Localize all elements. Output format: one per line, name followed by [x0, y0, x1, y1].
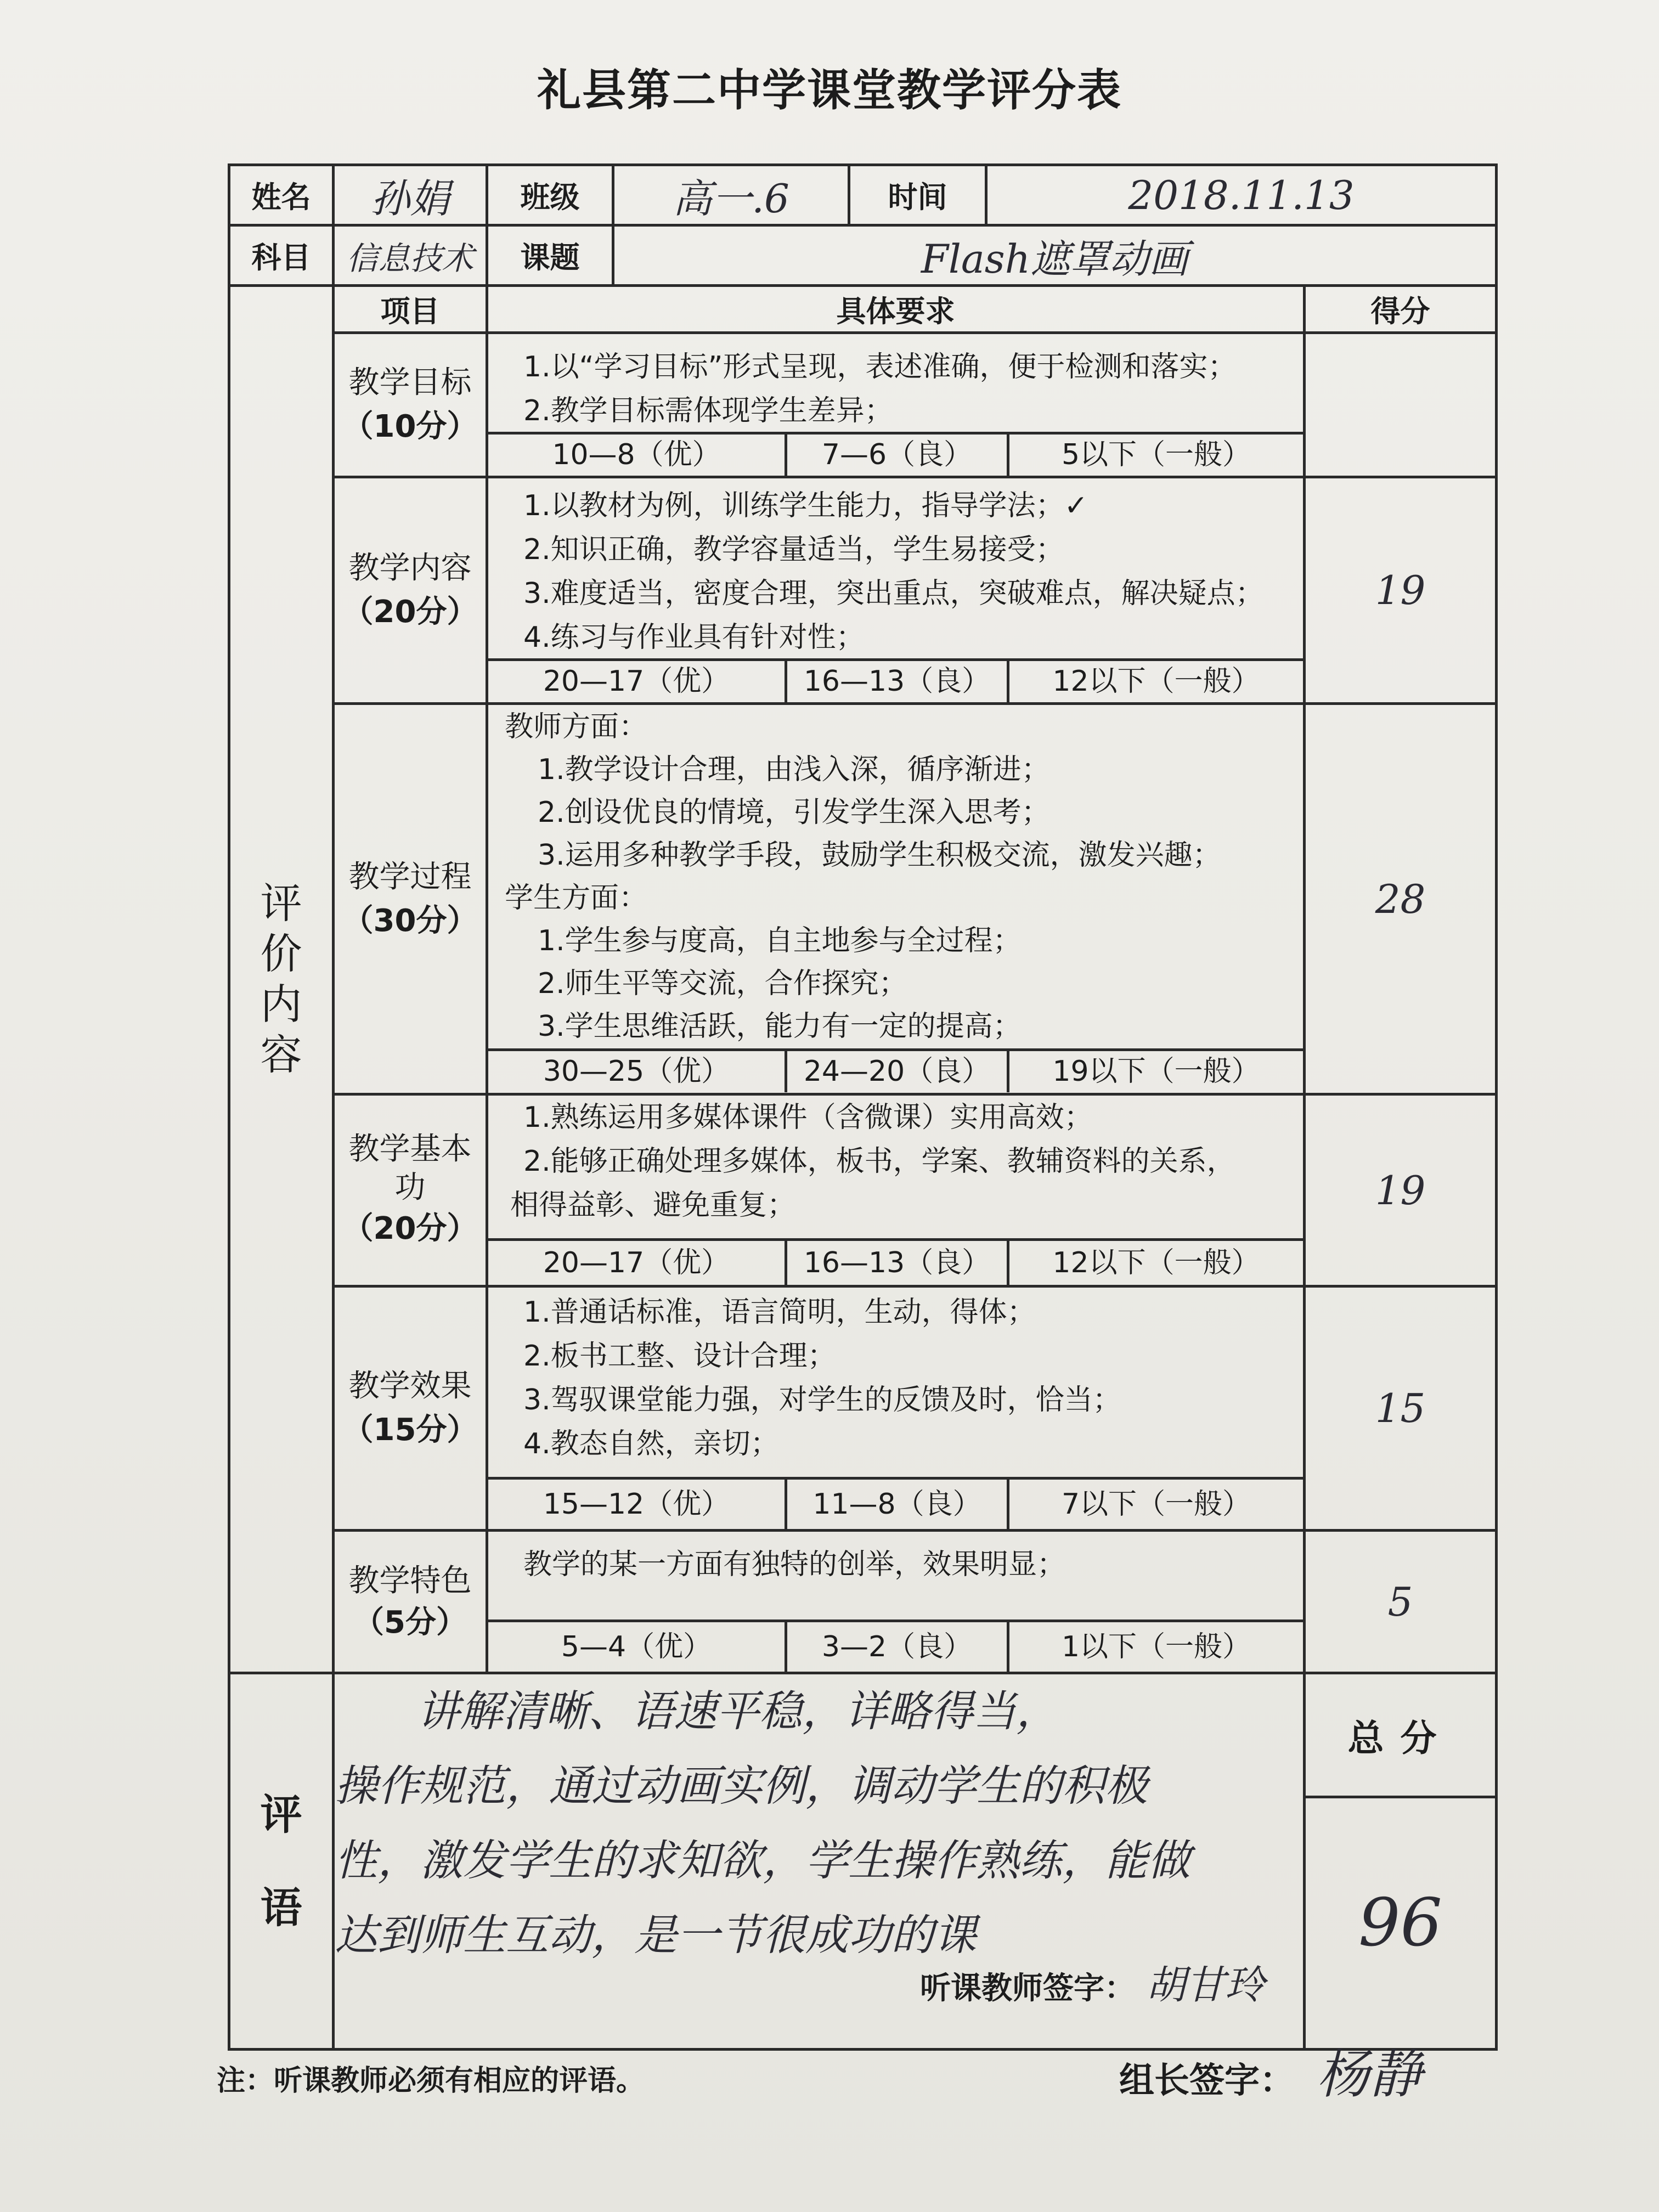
leader-label: 组长签字：: [1119, 2061, 1295, 2101]
requirement-line: 3.运用多种教学手段，鼓励学生积极交流，激发兴趣；: [538, 839, 1221, 872]
section-points: （30分）: [342, 902, 478, 939]
comment-line: 达到师生互动，是一节很成功的课: [335, 1911, 977, 1960]
comment-line: 讲解清晰、语速平稳，详略得当，: [417, 1687, 1059, 1736]
section-goal: [334, 333, 487, 477]
section-name: 教学内容: [348, 550, 472, 586]
score-goal: [1305, 333, 1497, 477]
subject-value: 信息技术: [334, 225, 487, 286]
evaluation-content-cell: [229, 286, 334, 1673]
requirement-line: 2.能够正确处理多媒体，板书，学案、教辅资料的关系，: [523, 1145, 1235, 1178]
grade-good: 16—13（良）: [787, 1241, 1009, 1285]
grade-fair: 12以下（一般）: [1052, 1246, 1260, 1279]
total-score: 96: [1305, 1797, 1497, 2050]
grade-row: [488, 658, 1303, 702]
grade-fair: 7以下（一般）: [1061, 1488, 1251, 1521]
score-process: 28: [1305, 704, 1497, 1094]
section-goal-body: [487, 333, 1305, 477]
total-label: 总分: [1305, 1673, 1497, 1797]
grade-good: 16—13（良）: [787, 661, 1009, 702]
col-item-header: 项目: [334, 286, 487, 333]
grade-row: [488, 1048, 1303, 1092]
comment-label-cell: [229, 1673, 334, 2050]
footer-note: 注：听课教师必须有相应的评语。: [217, 2064, 645, 2097]
topic-value: Flash遮罩动画: [613, 225, 1497, 286]
time-label: 时间: [849, 165, 986, 225]
requirement-line: 1.以教材为例，训练学生能力，指导学法；✓: [523, 489, 1088, 522]
section-content: [334, 477, 487, 704]
grade-good: 24—20（良）: [787, 1051, 1009, 1092]
grade-excellent: 5—4（优）: [488, 1622, 787, 1672]
comment-line: 操作规范，通过动画实例，调动学生的积极: [335, 1762, 1148, 1811]
student-aspect-label: 学生方面：: [505, 882, 648, 915]
requirement-line: 1.学生参与度高，自主地参与全过程；: [538, 924, 1022, 957]
listener-signature: 胡甘玲: [1146, 1962, 1265, 2008]
section-process: [334, 704, 487, 1094]
requirement-line: 1.普通话标准，语言简明，生动，得体；: [523, 1296, 1036, 1329]
comment-line: 性，激发学生的求知欲，学生操作熟练，能做: [335, 1836, 1191, 1886]
listener-signature-block: [920, 1948, 1265, 2026]
score-fundamentals: 19: [1305, 1094, 1497, 1286]
requirement-line: 1.教学设计合理，由浅入深，循序渐进；: [538, 753, 1050, 786]
grade-row: [488, 432, 1303, 476]
section-name: 教学基本功: [348, 1131, 472, 1205]
time-value: 2018.11.13: [986, 165, 1497, 225]
section-points: （20分）: [342, 1210, 478, 1246]
section-feature: [334, 1531, 487, 1673]
section-name: 教学效果: [348, 1368, 472, 1404]
class-value: 高一.6: [613, 165, 849, 225]
grade-good: 3—2（良）: [787, 1622, 1009, 1672]
topic-label: 课题: [487, 225, 613, 286]
requirement-line: 3.驾驭课堂能力强，对学生的反馈及时，恰当；: [523, 1384, 1121, 1417]
section-process-body: [487, 704, 1305, 1094]
class-label: 班级: [487, 165, 613, 225]
section-points: （15分）: [342, 1412, 478, 1448]
grade-fair: 19以下（一般）: [1052, 1055, 1260, 1088]
section-name: 教学过程: [348, 859, 472, 895]
grade-excellent: 10—8（优）: [488, 435, 787, 476]
evaluation-content-label: 评价内容: [260, 879, 302, 1079]
section-content-body: [487, 477, 1305, 704]
listener-label: 听课教师签字：: [920, 1971, 1135, 2006]
section-feature-body: [487, 1531, 1305, 1673]
score-content: 19: [1305, 477, 1497, 704]
section-effect-body: [487, 1286, 1305, 1531]
requirement-line: 4.练习与作业具有针对性；: [523, 621, 865, 654]
grade-excellent: 20—17（优）: [488, 661, 787, 702]
form-title: 礼县第二中学课堂教学评分表: [537, 65, 1122, 116]
requirement-line: 2.创设优良的情境，引发学生深入思考；: [538, 796, 1050, 829]
section-points: （5分）: [353, 1604, 467, 1640]
name-label: 姓名: [229, 165, 334, 225]
section-name: 教学目标: [348, 365, 472, 400]
grade-row: [488, 1238, 1303, 1285]
grade-excellent: 30—25（优）: [488, 1051, 787, 1092]
subject-label: 科目: [229, 225, 334, 286]
requirement-line: 教学的某一方面有独特的创举，效果明显；: [523, 1548, 1066, 1581]
leader-signature-block: [1119, 2033, 1422, 2108]
grade-good: 11—8（良）: [787, 1480, 1009, 1529]
grade-fair: 5以下（一般）: [1061, 438, 1251, 471]
section-points: （10分）: [342, 409, 478, 444]
requirement-line: 2.知识正确，教学容量适当，学生易接受；: [523, 533, 1064, 566]
requirement-line: 2.板书工整、设计合理；: [523, 1340, 836, 1373]
grade-excellent: 20—17（优）: [488, 1241, 787, 1285]
grade-fair: 12以下（一般）: [1052, 665, 1260, 698]
requirement-line: 1.以“学习目标”形式呈现，表述准确，便于检测和落实；: [523, 351, 1237, 383]
grade-row: [488, 1620, 1303, 1672]
col-score-header: 得分: [1305, 286, 1497, 333]
leader-signature: 杨静: [1317, 2044, 1422, 2105]
teacher-aspect-label: 教师方面：: [505, 710, 648, 743]
comment-body: [334, 1673, 1305, 2050]
section-fundamentals-body: [487, 1094, 1305, 1286]
section-name: 教学特色: [348, 1562, 472, 1599]
name-value: 孙娟: [334, 165, 487, 225]
section-points: （20分）: [342, 594, 478, 630]
score-feature: 5: [1305, 1531, 1497, 1673]
col-requirements-header: 具体要求: [487, 286, 1305, 333]
requirement-line: 2.师生平等交流，合作探究；: [538, 967, 907, 1000]
requirement-line: 2.教学目标需体现学生差异；: [523, 394, 893, 427]
requirement-line: 3.难度适当，密度合理，突出重点，突破难点，解决疑点；: [523, 577, 1264, 610]
requirement-line: 4.教态自然，亲切；: [523, 1427, 779, 1460]
requirement-line: 1.熟练运用多媒体课件（含微课）实用高效；: [523, 1101, 1093, 1134]
grade-fair: 1以下（一般）: [1061, 1630, 1251, 1663]
grade-excellent: 15—12（优）: [488, 1480, 787, 1529]
comment-label: 评语: [260, 1790, 302, 1932]
section-fundamentals: [334, 1094, 487, 1286]
evaluation-table: [228, 163, 1498, 2051]
section-effect: [334, 1286, 487, 1531]
score-effect: 15: [1305, 1286, 1497, 1531]
grade-row: [488, 1477, 1303, 1529]
requirement-line: 相得益彰、避免重复；: [510, 1189, 796, 1222]
requirement-line: 3.学生思维活跃，能力有一定的提高；: [538, 1010, 1022, 1043]
grade-good: 7—6（良）: [787, 435, 1009, 476]
